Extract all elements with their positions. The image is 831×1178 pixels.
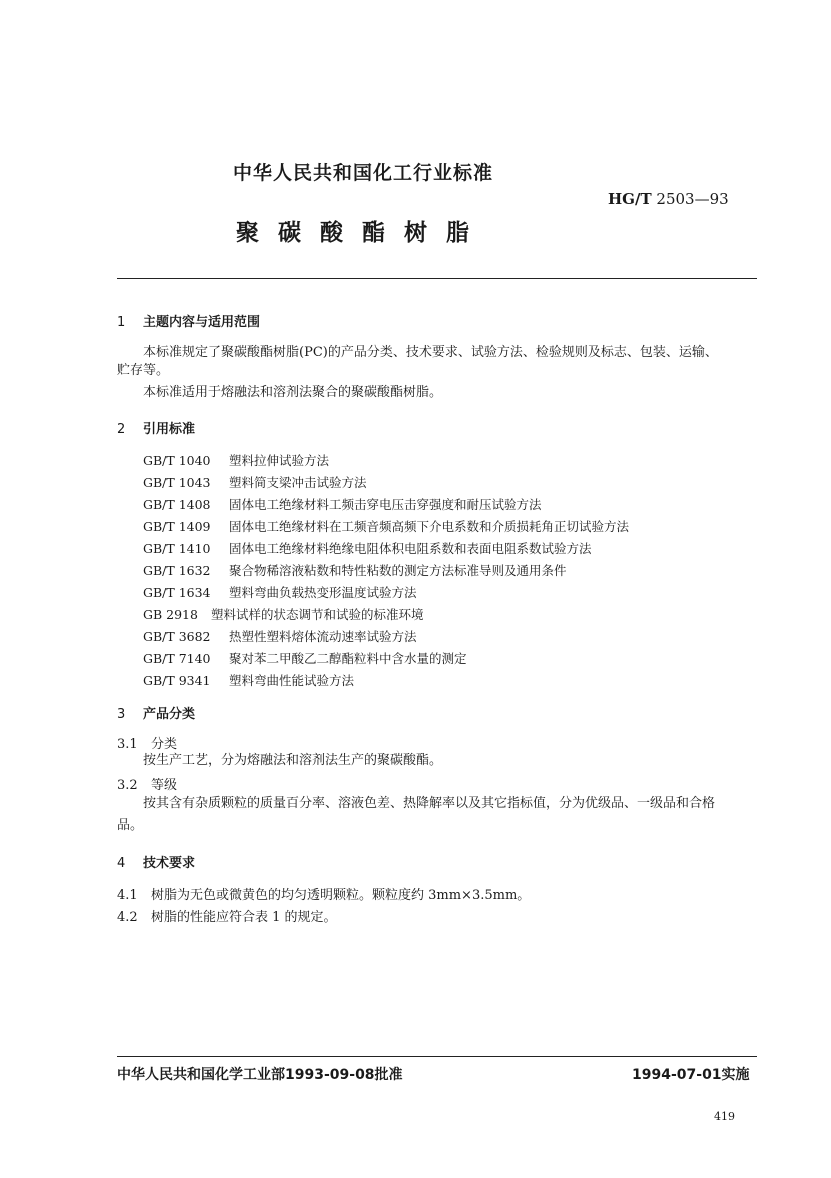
reference-code: GB/T 1043 [143,475,211,490]
reference-code: GB/T 1634 [143,585,211,600]
reference-code: GB/T 9341 [143,673,211,688]
reference-title: 固体电工绝缘材料绝缘电阻体积电阻系数和表面电阻系数试验方法 [229,541,592,556]
section-title: 技术要求 [143,856,196,871]
subsection-3-2-heading [117,774,177,793]
reference-code: GB/T 1408 [143,497,211,512]
reference-code: GB/T 7140 [143,651,211,666]
reference-title: 聚合物稀溶液粘数和特性粘数的测定方法标准导则及通用条件 [229,563,567,578]
reference-title: 塑料拉伸试验方法 [229,453,330,468]
page-number: 419 [714,1110,735,1123]
reference-title: 塑料弯曲负载热变形温度试验方法 [229,585,417,600]
section-title: 产品分类 [143,707,196,722]
section-number: 4 [117,856,126,871]
section-1-para-2: 本标准适用于熔融法和溶剂法聚合的聚碳酸酯树脂。 [143,385,443,400]
reference-item [143,517,629,535]
subsection-title: 等级 [151,778,178,793]
subsection-3-1-heading [117,733,177,752]
reference-title: 固体电工绝缘材料在工频音频高频下介电系数和介质损耗角正切试验方法 [229,519,630,534]
subsection-title: 分类 [151,737,178,752]
section-1-para-1-line-1: 本标准规定了聚碳酸酯树脂(PC)的产品分类、技术要求、试验方法、检验规则及标志、包装、运输、 [143,345,718,360]
reference-item [143,539,592,557]
reference-item [143,671,354,689]
item-text: 树脂为无色或微黄色的均匀透明颗粒。颗粒度约 3mm×3.5mm。 [151,888,531,903]
section-2-heading [117,418,195,437]
footer-divider [117,1056,757,1057]
header-divider [117,278,757,279]
reference-code: GB 2918 [143,607,198,622]
reference-code: GB/T 1409 [143,519,211,534]
reference-item [143,495,542,513]
reference-item [143,649,467,667]
issuer-heading: 中华人民共和国化工行业标准 [233,162,494,184]
item-4-2 [117,906,337,925]
reference-title: 塑料试样的状态调节和试验的标准环境 [211,607,424,622]
reference-item [143,627,417,645]
reference-code: GB/T 1040 [143,453,211,468]
section-3-heading [117,703,195,722]
effective-date: 1994-07-01实施 [632,1067,750,1083]
standard-code [608,190,729,208]
standard-code-prefix: HG/T [608,190,652,208]
reference-code: GB/T 1632 [143,563,211,578]
item-text: 树脂的性能应符合表 1 的规定。 [151,910,337,925]
item-number: 4.1 [117,888,138,903]
subsection-3-2-line-2: 品。 [117,818,144,833]
approval-line: 中华人民共和国化学工业部1993-09-08批准 [117,1067,403,1083]
reference-title: 聚对苯二甲酸乙二醇酯粒料中含水量的测定 [229,651,467,666]
subsection-number: 3.2 [117,778,138,793]
reference-title: 热塑性塑料熔体流动速率试验方法 [229,629,417,644]
reference-item [143,583,417,601]
document-title: 聚碳酸酯树脂 [236,220,488,246]
reference-item [143,561,567,579]
reference-title: 塑料弯曲性能试验方法 [229,673,355,688]
section-number: 1 [117,315,126,330]
section-title: 引用标准 [143,422,196,437]
reference-item [143,605,424,623]
section-number: 2 [117,422,126,437]
section-number: 3 [117,707,126,722]
subsection-number: 3.1 [117,737,138,752]
item-4-1 [117,884,530,903]
section-4-heading [117,852,195,871]
reference-title: 固体电工绝缘材料工频击穿电压击穿强度和耐压试验方法 [229,497,542,512]
subsection-3-2-line-1: 按其含有杂质颗粒的质量百分率、溶液色差、热降解率以及其它指标值，分为优级品、一级品和合格 [143,796,716,811]
subsection-3-1-text: 按生产工艺，分为熔融法和溶剂法生产的聚碳酸酯。 [143,753,443,768]
item-number: 4.2 [117,910,138,925]
section-1-heading [117,311,260,330]
reference-item [143,473,367,491]
reference-title: 塑料简支梁冲击试验方法 [229,475,367,490]
section-title: 主题内容与适用范围 [143,315,261,330]
reference-code: GB/T 3682 [143,629,211,644]
section-1-para-1-line-2: 贮存等。 [117,363,170,378]
reference-code: GB/T 1410 [143,541,211,556]
standard-code-number: 2503—93 [656,190,729,208]
reference-item [143,451,329,469]
